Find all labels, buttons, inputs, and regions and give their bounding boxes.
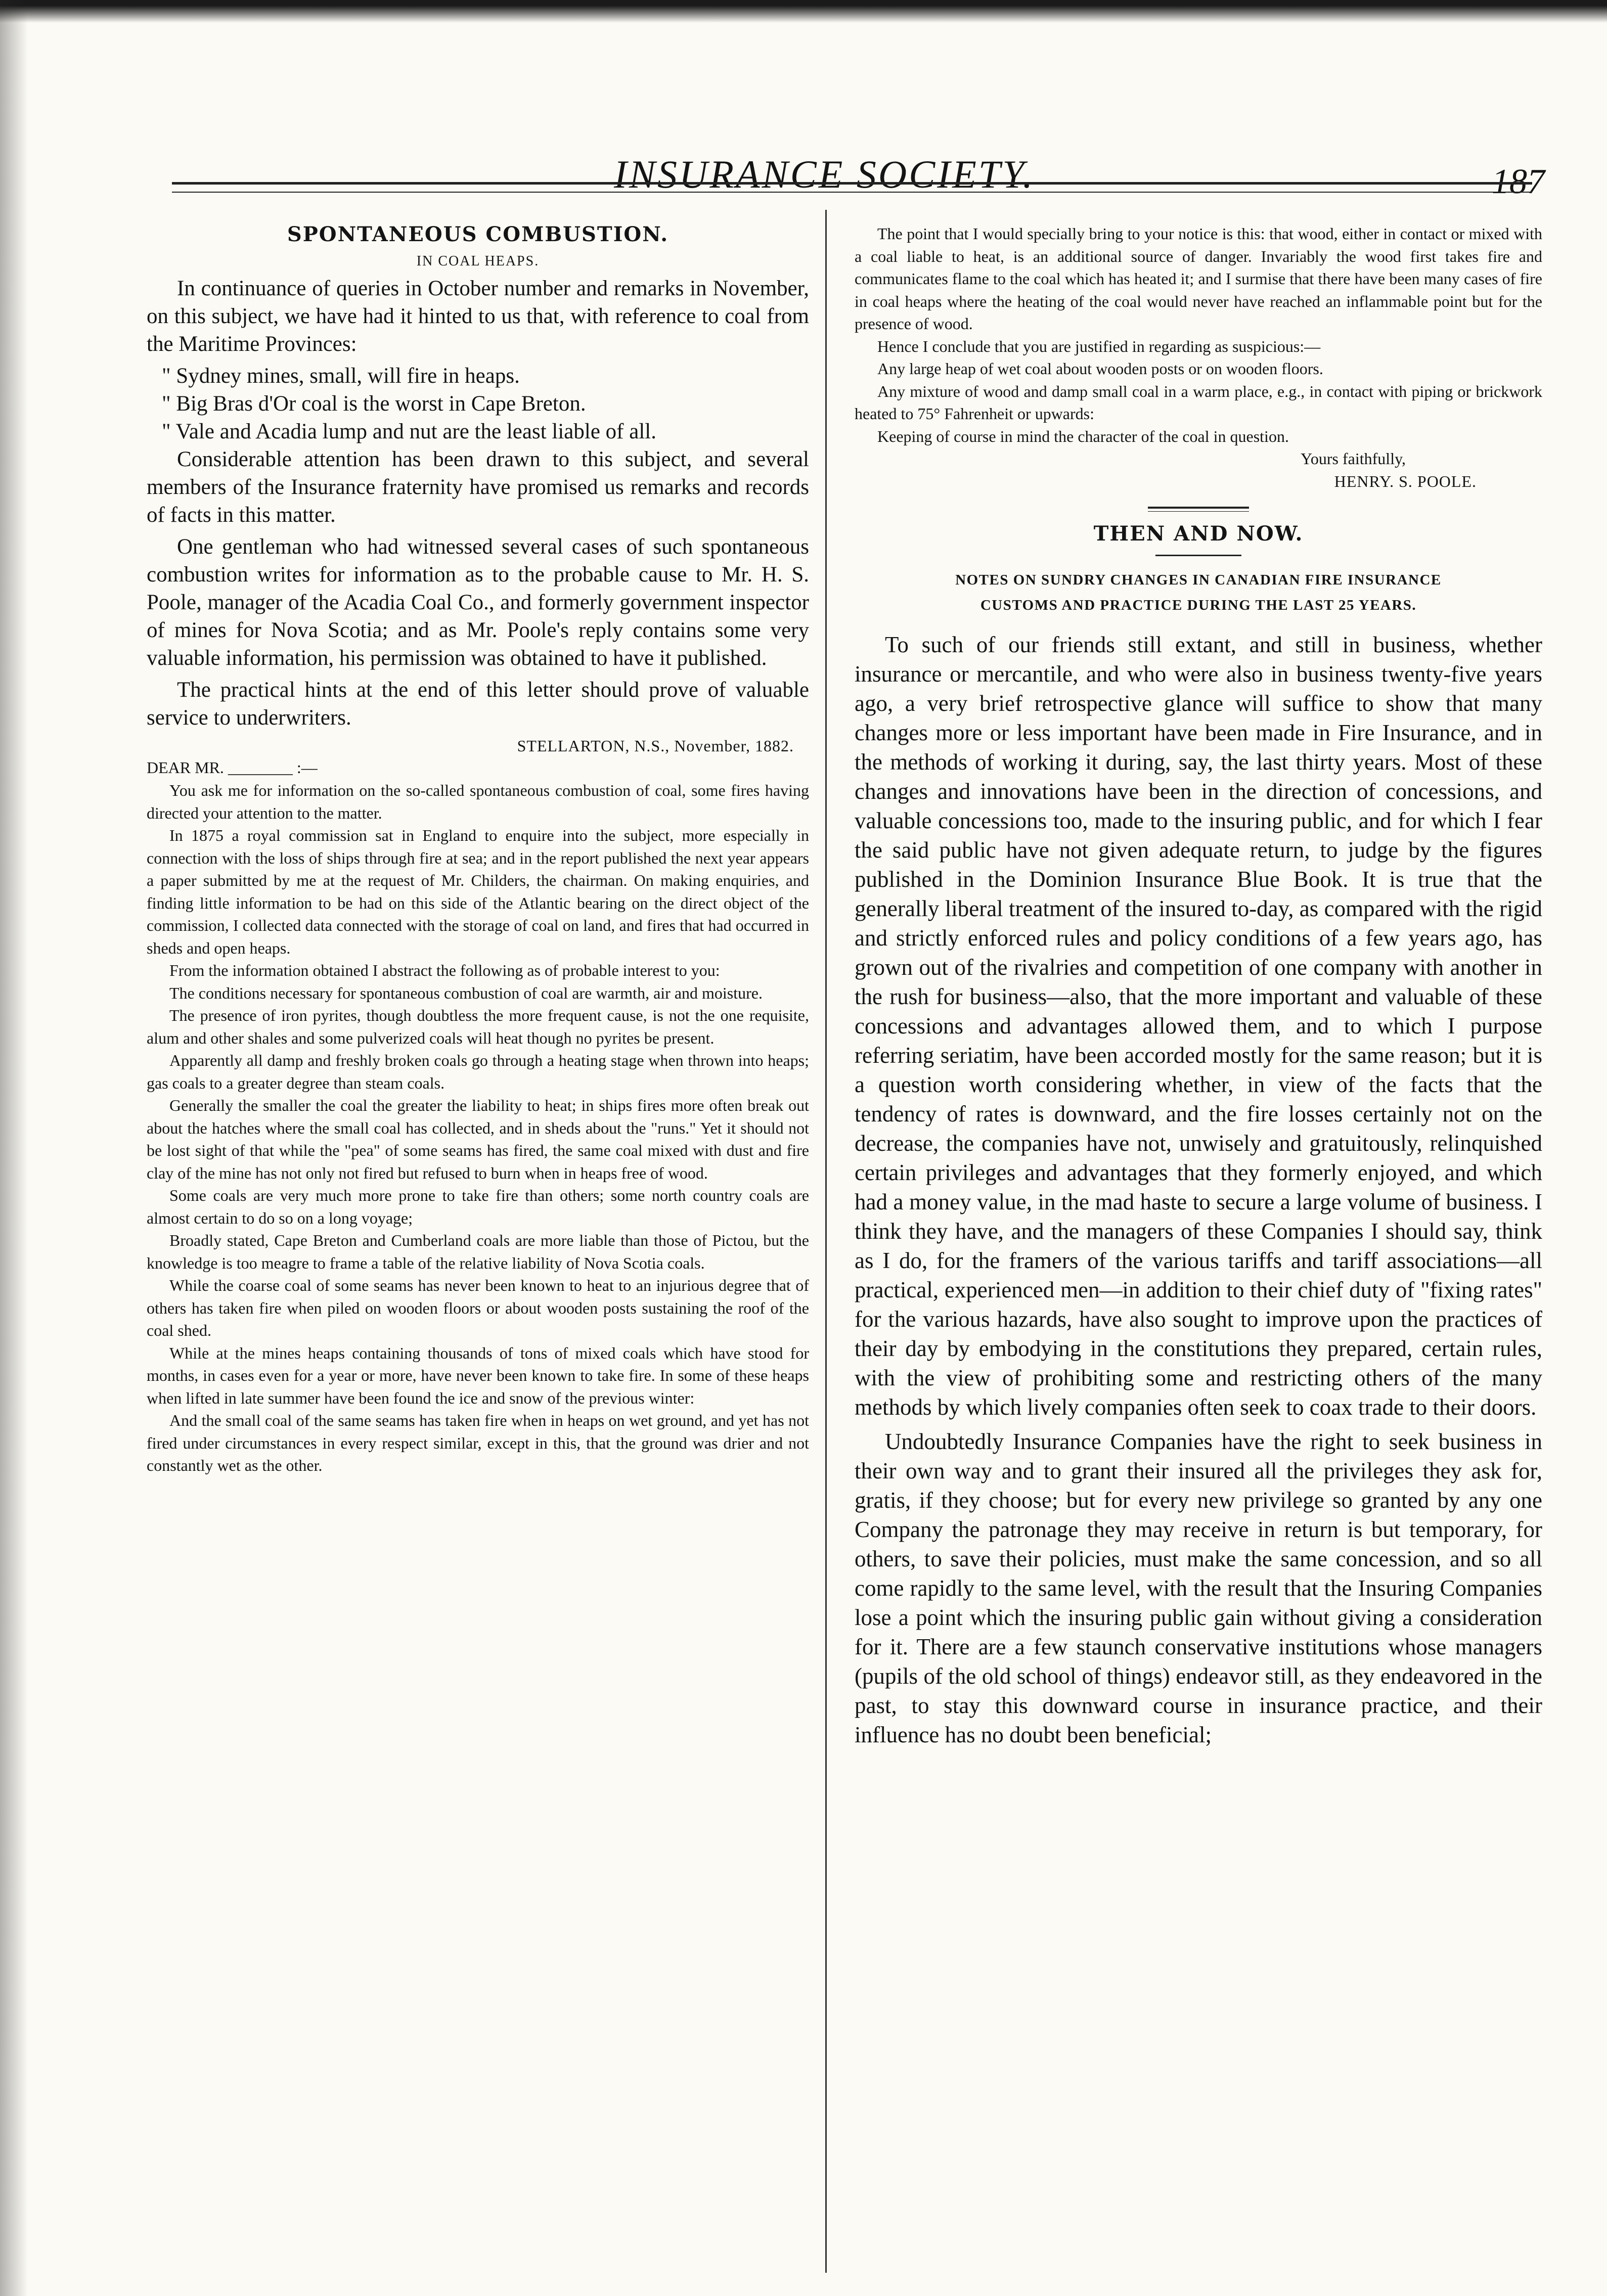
letter-paragraph: Keeping of course in mind the character of the coal in question.	[877, 427, 1289, 445]
letter-paragraph: In 1875 a royal commission sat in England to enquire into the subject, more especially in connection with the loss of ships through fire at sea; and in the report published the next year appears a paper submitted by me at the request of Mr. Childers, the chairman. On making enquiries, and finding little information to be had on this side of the Atlantic bearing on the direct object of the commission, I collected data connected with the storage of coal on land, and fires that had occurred in sheds and open heaps.	[147, 826, 809, 957]
then-and-now-body	[855, 630, 1542, 1749]
quote-line: " Sydney mines, small, will fire in heaps.	[162, 364, 520, 388]
column-divider	[825, 210, 827, 2273]
letter-paragraph: Broadly stated, Cape Breton and Cumberland coals are more liable than those of Pictou, but the knowledge is too meagre to frame a table of the relative liability of Nova Scotia coals.	[147, 1231, 809, 1272]
letter-paragraph: Apparently all damp and freshly broken coals go through a heating stage when thrown into heaps; gas coals to a greater degree than steam coals.	[147, 1051, 809, 1092]
letter-paragraph: Generally the smaller the coal the greater the liability to heat; in ships fires more often break out about the hatches where the small coal has collected, and in sheds about the "runs." Yet it should not be lost sight of that while the "pea" of some seams has fired, the same coal mixed with dust and fire clay of the mine has not only not fired but refused to burn when in heaps free of wood.	[147, 1096, 809, 1182]
quote-line: " Vale and Acadia lump and nut are the least liable of all.	[162, 420, 656, 443]
letter-signature: HENRY. S. POOLE.	[1334, 472, 1477, 490]
deck-line: NOTES ON SUNDRY CHANGES IN CANADIAN FIRE INSURANCE	[955, 572, 1442, 588]
intro-paragraph: One gentleman who had witnessed several cases of such spontaneous combustion writes for information as to the probable cause to Mr. H. S. Poole, manager of the Acadia Coal Co., and formerly government inspector of mines for Nova Scotia; and as Mr. Poole's reply contains some very valuable information, his permission was obtained to have it published.	[147, 535, 809, 670]
letter-paragraph: Any mixture of wood and damp small coal in a warm place, e.g., in contact with piping or brickwork heated to 75° Fahrenheit or upwards:	[855, 382, 1542, 423]
article-deck	[855, 567, 1542, 618]
title-underline-rule	[1155, 555, 1241, 556]
right-column	[855, 222, 1542, 1754]
running-head: INSURANCE SOCIETY.	[614, 152, 1035, 196]
letter-salutation: DEAR MR. ________ :—	[147, 758, 318, 777]
article-intro	[147, 275, 809, 732]
letter-paragraph: Any large heap of wet coal about wooden posts or on wooden floors.	[877, 359, 1323, 378]
article-title-then-and-now: THEN AND NOW.	[1093, 522, 1304, 546]
letter-paragraph: While at the mines heaps containing thousands of tons of mixed coals which have stood for months, in cases even for a year or more, have never been known to take fire. In some of these heaps when lifted in late summer have been found the ice and snow of the previous winter:	[147, 1343, 809, 1407]
intro-paragraph: Considerable attention has been drawn to this subject, and several members of the Insurance fraternity have promised us remarks and records of facts in this matter.	[147, 447, 809, 527]
deck-line: CUSTOMS AND PRACTICE DURING THE LAST 25 YEARS.	[980, 597, 1417, 613]
article-subtitle: IN COAL HEAPS.	[416, 253, 540, 269]
page-top-shadow	[0, 0, 1607, 23]
section-divider-rule	[1148, 507, 1249, 512]
header-rule	[172, 182, 1532, 193]
letter-dateline: STELLARTON, N.S., November, 1882.	[517, 737, 794, 755]
letter-paragraph: You ask me for information on the so-called spontaneous combustion of coal, some fires having directed your attention to the matter.	[147, 781, 809, 822]
letter-closing: Yours faithfully,	[1300, 449, 1406, 468]
article-paragraph: To such of our friends still extant, and still in business, whether insurance or mercantile, and who were also in business twenty-five years ago, a very brief retrospective glance will suffice to show that many changes more or less important have been made in Fire Insurance, and in the methods of working it during, say, the last thirty years. Most of these changes and innovations have been in the direction of concessions, and valuable concessions too, made to the insuring public, and for which I fear the said public have not given adequate return, to judge by the figures published in the Dominion Insurance Blue Book. It is true that the generally liberal treatment of the insured to-day, as compared with the rigid and strictly enforced rules and policy conditions of a few years ago, has grown out of the rivalries and competition of one company with another in the rush for business—also, that the more important and valuable of these concessions and advantages allowed them, and to which I purpose referring seriatim, have been accorded mostly for the same reason; but it is a question worth considering whether, in view of the facts that the tendency of rates is downward, and the fire losses certainly not on the decrease, the companies have not, unwisely and gratuitously, relinquished certain privileges and advantages that they formerly enjoyed, and which had a money value, in the mad haste to secure a large volume of business. I think they have, and the managers of these Companies I should say, think as I do, for the framers of the various tariffs and tariff associations—all practical, experienced men—in addition to their chief duty of "fixing rates" for the various hazards, have also sought to improve upon the practices of their day by embodying in the constitutions they prepared, certain rules, with the view of prohibiting some and restricting others of the many methods by which lively companies often seek to coax trade to their doors.	[855, 632, 1542, 1420]
letter-paragraph: While the coarse coal of some seams has never been known to heat to an injurious degree that of others has taken fire when piled on wooden floors or about wooden posts sustaining the roof of the coal shed.	[147, 1276, 809, 1339]
page-number: 187	[1492, 162, 1545, 201]
page-binding-edge	[0, 0, 28, 2296]
article-title-spontaneous-combustion: SPONTANEOUS COMBUSTION.	[287, 222, 669, 246]
intro-paragraph: The practical hints at the end of this letter should prove of valuable service to underwriters.	[147, 678, 809, 730]
letter-paragraph: The presence of iron pyrites, though doubtless the more frequent cause, is not the one requisite, alum and other shales and some pulverized coals will heat though no pyrites be present.	[147, 1006, 809, 1047]
letter-paragraph: From the information obtained I abstract the following as of probable interest to you:	[169, 961, 720, 979]
letter-body-right	[855, 222, 1542, 492]
letter-paragraph: And the small coal of the same seams has taken fire when in heaps on wet ground, and yet has not fired under circumstances in every respect similar, except in this, that the ground was drier and not constantly wet as the other.	[147, 1411, 809, 1474]
letter-paragraph: Hence I conclude that you are justified in regarding as suspicious:—	[877, 337, 1321, 355]
intro-paragraph: In continuance of queries in October number and remarks in November, on this subject, we have had it hinted to us that, with reference to coal from the Maritime Provinces:	[147, 277, 809, 356]
letter-body-left	[147, 779, 809, 1477]
quote-line: " Big Bras d'Or coal is the worst in Cape Breton.	[162, 392, 586, 416]
left-column	[147, 222, 809, 1477]
letter-paragraph: The conditions necessary for spontaneous combustion of coal are warmth, air and moisture.	[169, 983, 763, 1002]
article-paragraph: Undoubtedly Insurance Companies have the right to seek business in their own way and to grant their insured all the privileges they ask for, gratis, if they choose; but for every new privilege so granted by any one Company the patronage they may receive in return is but temporary, for others, to save their policies, must make the same concession, and so all come rapidly to the same level, with the result that the Insuring Companies lose a point which the insuring public gain without giving a consideration for it. There are a few staunch conservative institutions whose managers (pupils of the old school of things) endeavor still, as they endeavored in the past, to stay this downward course in insurance practice, and their influence has no doubt been beneficial;	[855, 1429, 1542, 1747]
letter-paragraph: The point that I would specially bring to your notice is this: that wood, either in contact or mixed with a coal liable to heat, is an additional source of danger. Invariably the wood first takes fire and communicates flame to the coal which has heated it; and I surmise that there have been many cases of fire in coal heaps where the heating of the coal would never have reached an inflammable point but for the presence of wood.	[855, 224, 1542, 333]
letter-paragraph: Some coals are very much more prone to take fire than others; some north country coals are almost certain to do so on a long voyage;	[147, 1186, 809, 1227]
